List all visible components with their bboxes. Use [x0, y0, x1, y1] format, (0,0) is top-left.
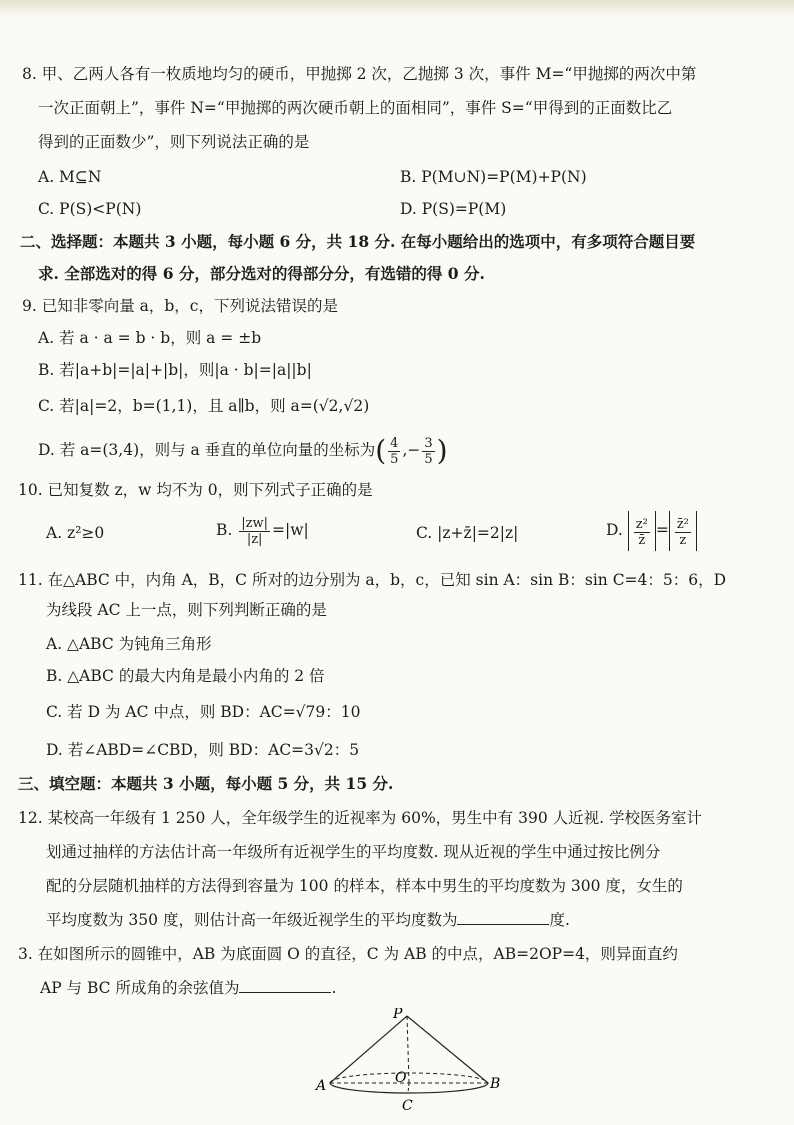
q12-line4-text: 平均度数为 350 度，则估计高一年级近视学生的平均度数为	[46, 911, 458, 929]
q12-line4-end: 度.	[549, 911, 570, 929]
fraction-1	[388, 436, 400, 467]
q12-line3: 配的分层随机抽样的方法得到容量为 100 的样本，样本中男生的平均度数为 300 度，女生的	[46, 877, 683, 895]
q8-option-c: C. P(S)<P(N)	[38, 200, 142, 218]
q9-option-d: D. 若 a=(3,4)，则与 a 垂直的单位向量的坐标为( $\frac{4}{5}$ ,− $\frac{3}{5}$ )	[38, 434, 448, 467]
answer-blank-q12[interactable]	[457, 908, 549, 925]
fraction-1-num: 4	[390, 435, 399, 451]
q10-option-b-label: B.	[216, 521, 233, 539]
q8-option-b: B. P(M∪N)=P(M)+P(N)	[400, 168, 587, 186]
section2-heading-line2: 求. 全部选对的得 6 分，部分选对的得部分分，有选错的得 0 分.	[38, 264, 485, 283]
q10-option-b-fraction	[239, 516, 270, 547]
q10-option-d: D. $\frac{\text{z²}}{z̄}$ = $\frac{\text{z̄²}}{z}$	[606, 510, 697, 551]
q13-line2	[40, 976, 336, 1000]
label-P: P	[393, 1008, 403, 1022]
cone-figure	[300, 1008, 520, 1118]
q10-stem: 10. 已知复数 z，w 均不为 0，则下列式子正确的是	[18, 481, 373, 499]
q11-option-c: C. 若 D 为 AC 中点，则 BD：AC=√79：10	[46, 703, 361, 721]
q10-option-a: A. z²≥0	[46, 524, 105, 542]
section3-heading: 三、填空题：本题共 3 小题，每小题 5 分，共 15 分.	[18, 774, 394, 793]
q11-line2: 为线段 AC 上一点，则下列判断正确的是	[46, 601, 327, 619]
q10-option-b-rhs: =|w|	[272, 521, 309, 539]
q9-option-c: C. 若|a|=2，b=(1,1)，且 a∥b，则 a=(√2,√2)	[38, 397, 370, 415]
segment-OC	[408, 1083, 409, 1093]
fraction-1-den: 5	[390, 451, 399, 467]
q8-option-d: D. P(S)=P(M)	[400, 200, 507, 218]
paren-left: (	[375, 434, 387, 467]
q8-line3: 得到的正面数少”，则下列说法正确的是	[38, 133, 310, 151]
q11-option-d: D. 若∠ABD=∠CBD，则 BD：AC=3√2：5	[46, 741, 360, 759]
q12-line1: 12. 某校高一年级有 1 250 人，全年级学生的近视率为 60%，男生中有 390 人近视. 学校医务室计	[18, 809, 702, 827]
fraction-2-num: 3	[424, 435, 433, 451]
q11-line1: 11. 在△ABC 中，内角 A，B，C 所对的边分别为 a，b，c，已知 sin A：sin B：sin C=4：5：6，D	[18, 571, 727, 589]
q10-option-b-num: |zw|	[241, 515, 269, 531]
label-A: A	[316, 1078, 327, 1094]
q8-line2: 一次正面朝上”，事件 N=“甲抛掷的两次硬币朝上的面相同”，事件 S=“甲得到的正面数比乙	[38, 99, 673, 117]
q10-option-d-rhs: $\frac{\text{z̄²}}{z}$	[669, 511, 697, 551]
q10-option-b	[216, 510, 309, 550]
q10-option-d-label: D.	[606, 521, 623, 539]
q12-line2: 划通过抽样的方法估计高一年级所有近视学生的平均度数. 现从近视的学生中通过按比例分	[46, 843, 661, 861]
q9-option-a: A. 若 a · a = b · b，则 a = ±b	[38, 329, 262, 347]
label-O: O	[395, 1070, 407, 1086]
q10-option-d-lhs: $\frac{\text{z²}}{z̄}$	[628, 511, 656, 551]
paren-right: )	[436, 434, 448, 467]
q12-line4	[46, 908, 570, 932]
answer-blank-q13[interactable]	[239, 976, 331, 993]
q8-line1: 8. 甲、乙两人各有一枚质地均匀的硬币，甲抛掷 2 次，乙抛掷 3 次，事件 M=“甲抛掷的两次中第	[22, 65, 697, 83]
section2-heading-line1: 二、选择题：本题共 3 小题，每小题 6 分，共 18 分. 在每小题给出的选项中，有多项符合题目要	[20, 232, 696, 251]
q9-option-b: B. 若|a+b|=|a|+|b|，则|a · b|=|a||b|	[38, 361, 312, 379]
q9-option-d-text: D. 若 a=(3,4)，则与 a 垂直的单位向量的坐标为	[38, 441, 376, 459]
q10-option-c: C. |z+z̄|=2|z|	[416, 524, 519, 542]
q11-option-b: B. △ABC 的最大内角是最小内角的 2 倍	[46, 667, 325, 685]
q13-line2-end: .	[331, 979, 337, 997]
q8-option-a: A. M⊆N	[38, 168, 102, 186]
fraction-2-den: 5	[424, 451, 433, 467]
label-B: B	[490, 1076, 501, 1092]
q9-stem: 9. 已知非零向量 a，b，c，下列说法错误的是	[22, 297, 338, 315]
q10-option-b-den: |z|	[246, 531, 263, 547]
label-C: C	[402, 1098, 413, 1114]
q13-line2-text: AP 与 BC 所成角的余弦值为	[40, 979, 240, 997]
q11-option-a: A. △ABC 为钝角三角形	[46, 635, 212, 653]
scan-shadow	[0, 0, 794, 18]
fraction-2	[422, 436, 434, 467]
q13-line1: 3. 在如图所示的圆锥中，AB 为底面圆 O 的直径，C 为 AB 的中点，AB=2OP=4，则异面直约	[18, 945, 678, 963]
